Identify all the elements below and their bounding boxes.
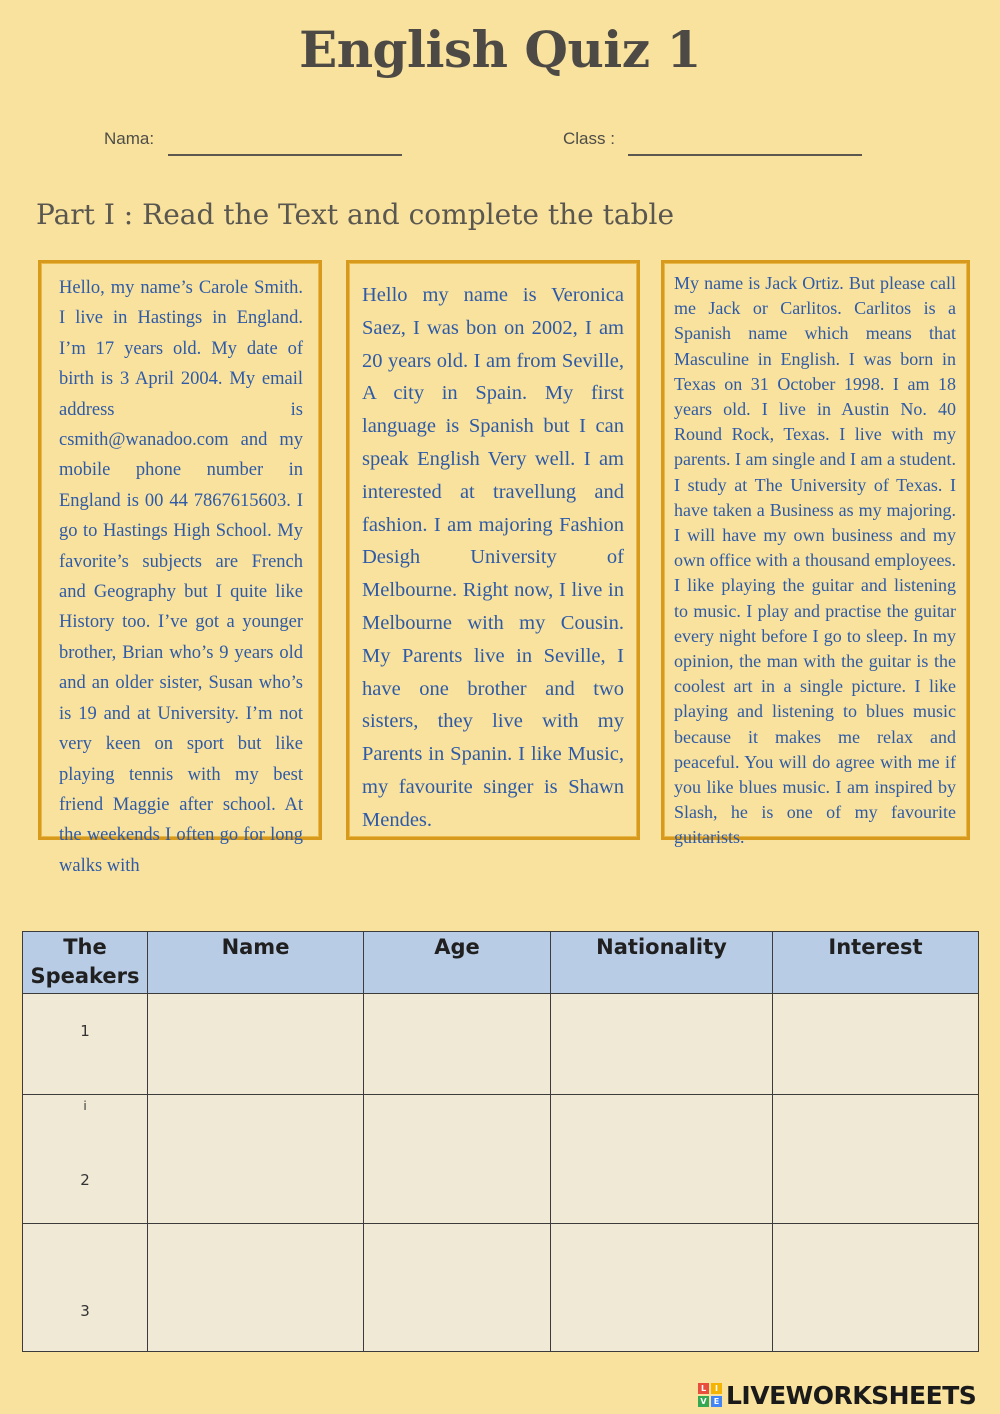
age-answer-cell[interactable]	[364, 994, 551, 1095]
reading-text-1: Hello, my name’s Carole Smith. I live in Hastings in England. I’m 17 years old. My date of birth is 3 April 2004. My email address is csmith@wanadoo.com and my mobile phone number in England is 00 44 7867615603. I go to Hastings High School. My favorite’s subjects are French and Geography but I quite like History too. I’ve got a younger brother, Brian who’s 9 years old and an older sister, Susan who’s is 19 and at University. I’m not very keen on sport but like playing tennis with my best friend Maggie after school. At the weekends I often go for long walks with	[59, 278, 303, 876]
header-age: Age	[364, 932, 551, 994]
table-row	[23, 1095, 979, 1224]
interest-answer-cell[interactable]	[773, 1224, 979, 1352]
nationality-answer-cell[interactable]	[551, 1095, 773, 1224]
table-row	[23, 994, 979, 1095]
text-box-carole	[38, 260, 322, 876]
header-interest: Interest	[773, 932, 979, 994]
age-answer-cell[interactable]	[364, 1095, 551, 1224]
logo-letter-i: I	[711, 1383, 722, 1394]
name-answer-cell[interactable]	[148, 994, 364, 1095]
name-answer-cell[interactable]	[148, 1095, 364, 1224]
answer-table-wrapper	[22, 931, 979, 1352]
speaker-number: 2	[80, 1171, 90, 1189]
speaker-number-cell	[23, 1095, 148, 1224]
logo-letter-l: L	[698, 1383, 709, 1394]
logo-text: LIVEWORKSHEETS	[726, 1380, 977, 1410]
class-label: Class :	[563, 129, 615, 148]
stray-mark: i	[83, 1099, 87, 1113]
speaker-number: 1	[80, 1022, 90, 1040]
liveworksheets-logo[interactable]	[698, 1378, 976, 1412]
logo-icon	[698, 1383, 722, 1407]
interest-answer-cell[interactable]	[773, 994, 979, 1095]
class-field[interactable]	[628, 154, 862, 156]
nationality-answer-cell[interactable]	[551, 994, 773, 1095]
speaker-number-cell	[23, 1224, 148, 1352]
table-row	[23, 1224, 979, 1352]
page-title: English Quiz 1	[299, 20, 701, 79]
speaker-number: 3	[80, 1302, 90, 1320]
interest-answer-cell[interactable]	[773, 1095, 979, 1224]
logo-letter-v: V	[698, 1396, 709, 1407]
answer-table	[22, 931, 979, 1352]
speaker-number-cell	[23, 994, 148, 1095]
header-name: Name	[148, 932, 364, 994]
reading-text-3: My name is Jack Ortiz. But please call me Jack or Carlitos. Carlitos is a Spanish name which means that Masculine in English. I was born in Texas on 31 October 1998. I am 18 years old. I live in Austin No. 40 Round Rock, Texas. I live with my parents. I am single and I am a student. I study at The University of Texas. I have taken a Business as my majoring. I will have my own business and my own office with a thousand employees. I like playing the guitar and listening to music. I play and practise the guitar every night before I go to sleep. In my opinion, the man with the guitar is the coolest art in a single picture. I like playing and listening to blues music because it makes me relax and peaceful. You will do agree with me if you like blues music. I am inspired by Slash, he is one of my favourite guitarists.	[674, 273, 956, 848]
age-answer-cell[interactable]	[364, 1224, 551, 1352]
logo-letter-e: E	[711, 1396, 722, 1407]
name-label: Nama:	[104, 129, 155, 148]
header-nationality: Nationality	[551, 932, 773, 994]
header-speakers: The Speakers	[23, 932, 148, 994]
part-1-heading: Part I : Read the Text and complete the table	[36, 198, 675, 231]
text-box-jack	[661, 260, 970, 848]
name-field[interactable]	[168, 154, 402, 156]
nationality-answer-cell[interactable]	[551, 1224, 773, 1352]
name-answer-cell[interactable]	[148, 1224, 364, 1352]
text-box-veronica	[346, 260, 640, 840]
reading-text-2: Hello my name is Veronica Saez, I was bon on 2002, I am 20 years old. I am from Seville, A city in Spain. My first language is Spanish but I can speak English Very well. I am interested at travellung and fashion. I am majoring Fashion Desigh University of Melbourne. Right now, I live in Melbourne with my Cousin. My Parents live in Seville, I have one brother and two sisters, they live with my Parents in Spanin. I like Music, my favourite singer is Shawn Mendes.	[362, 284, 624, 831]
table-header-row	[23, 932, 979, 994]
